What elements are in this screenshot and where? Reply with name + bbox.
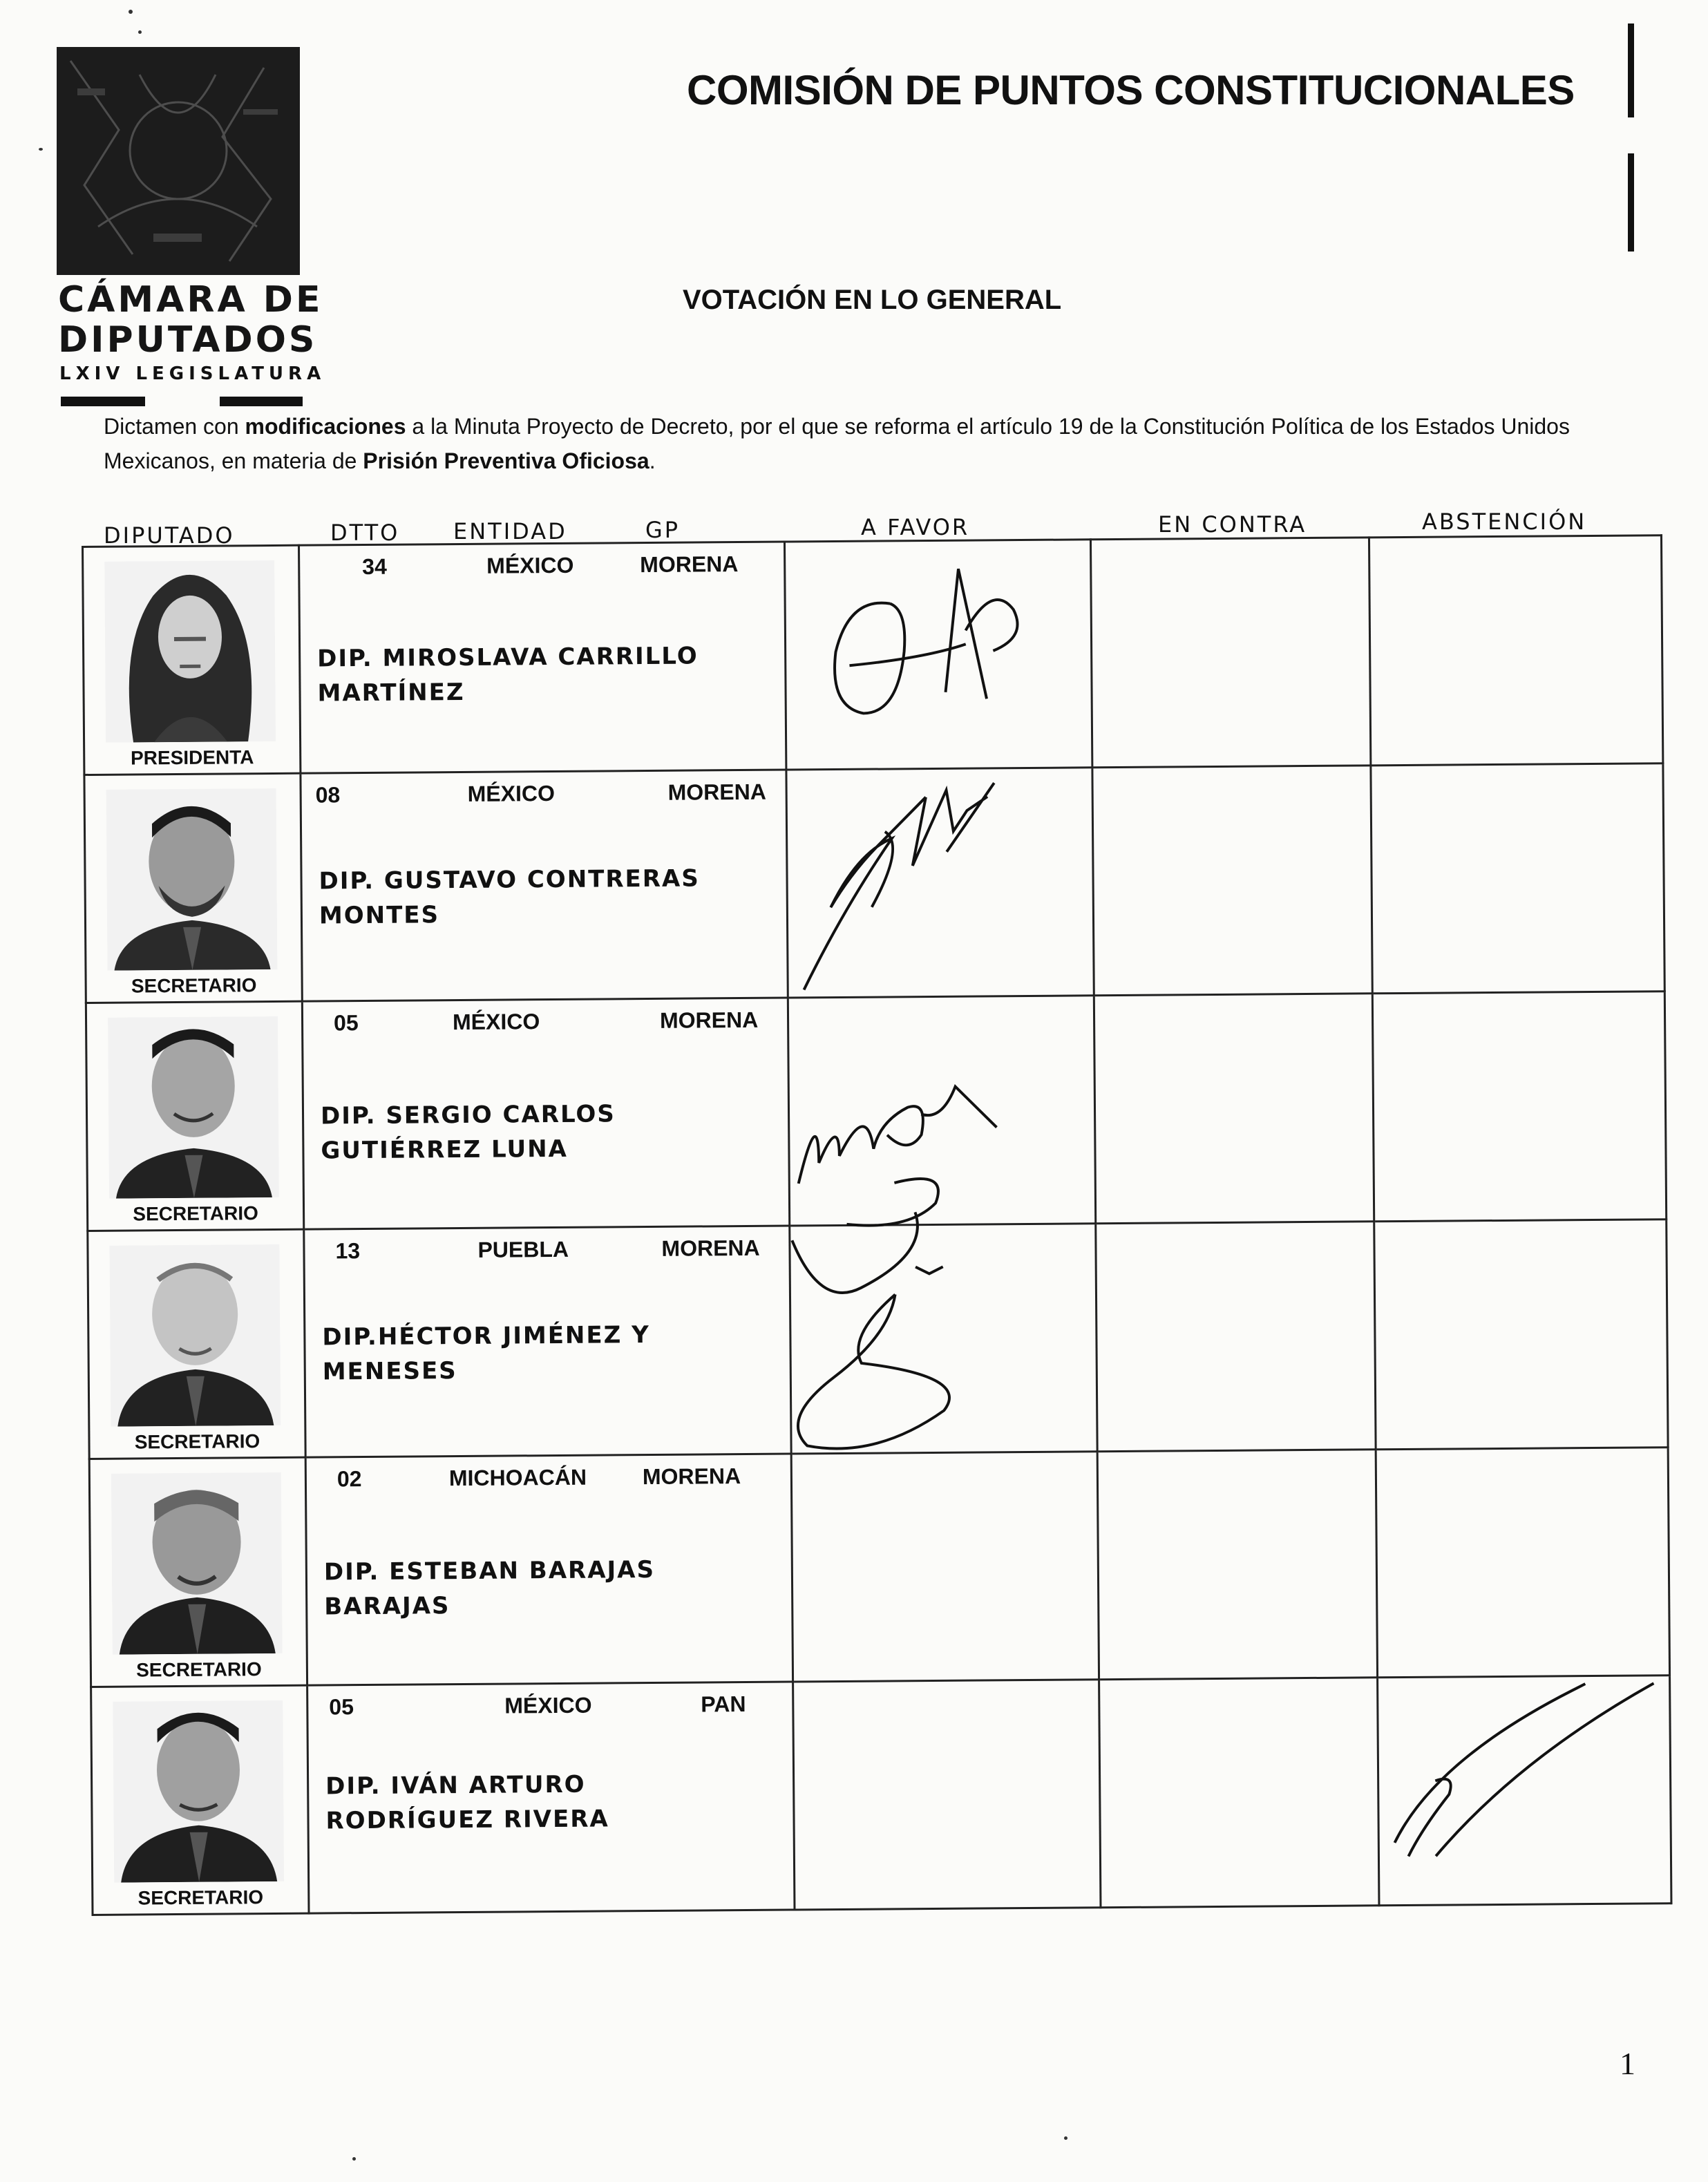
a-favor-cell — [790, 1224, 1097, 1454]
header-a-favor: A FAVOR — [861, 514, 970, 540]
abstencion-cell — [1371, 763, 1664, 994]
photo-cell — [84, 773, 302, 1003]
deputy-name: DIP.HÉCTOR JIMÉNEZ Y MENESES — [322, 1321, 650, 1386]
deputy-name: DIP. SERGIO CARLOS GUTIÉRREZ LUNA — [320, 1100, 616, 1165]
page-number: 1 — [1620, 2046, 1635, 2081]
en-contra-cell — [1090, 538, 1370, 768]
a-favor-cell — [786, 768, 1094, 998]
table-row — [91, 1676, 1671, 1915]
dtto-value: 05 — [329, 1694, 354, 1720]
role-label: PRESIDENTA — [130, 746, 254, 769]
logo-line-diputados: DIPUTADOS — [58, 319, 318, 361]
votes-table — [82, 534, 1672, 1916]
signature-mark — [789, 996, 1094, 1224]
scan-speck — [352, 2157, 356, 2161]
role-label: SECRETARIO — [137, 1886, 264, 1909]
table-row — [89, 1448, 1669, 1687]
en-contra-cell — [1092, 766, 1372, 996]
logo-bar-left — [61, 397, 145, 406]
info-cell — [299, 542, 786, 773]
header-abstencion: ABSTENCIÓN — [1422, 509, 1587, 535]
table-row — [83, 535, 1663, 775]
deputy-photo — [109, 1244, 281, 1427]
deputy-name: DIP. MIROSLAVA CARRILLO MARTÍNEZ — [317, 642, 699, 708]
role-label: SECRETARIO — [133, 1202, 258, 1225]
entidad-value: PUEBLA — [477, 1236, 569, 1262]
abstencion-cell — [1376, 1448, 1669, 1678]
table-row — [88, 1220, 1668, 1459]
a-favor-cell — [784, 540, 1092, 770]
logo-bar-right — [220, 397, 303, 406]
margin-bar-top — [1628, 23, 1634, 117]
photo-cell — [83, 545, 301, 775]
deputy-name: DIP. GUSTAVO CONTRERAS MONTES — [319, 864, 700, 930]
en-contra-cell — [1097, 1450, 1377, 1680]
dictamen-description: Dictamen con modificaciones a la Minuta Proyecto de Decreto, por el que se reforma el artículo 19 de la Constitución Política de los Estados Unidos Mexicanos, en materia de Prisión Preventiva Oficiosa. — [104, 414, 1570, 473]
logo-line-legislatura: LXIV LEGISLATURA — [59, 363, 326, 384]
entidad-value: MÉXICO — [452, 1009, 540, 1035]
abstencion-cell — [1372, 992, 1666, 1222]
info-cell — [305, 1454, 793, 1685]
page-subtitle: VOTACIÓN EN LO GENERAL — [683, 285, 1062, 315]
info-cell — [301, 770, 788, 1001]
gp-value: MORENA — [642, 1463, 741, 1490]
info-cell — [307, 1682, 795, 1913]
entidad-value: MÉXICO — [467, 780, 556, 806]
scan-speck — [39, 148, 43, 151]
scan-speck — [1064, 2136, 1068, 2140]
role-label: SECRETARIO — [134, 1430, 260, 1453]
gp-value: PAN — [701, 1691, 746, 1717]
info-cell — [302, 998, 789, 1229]
gp-value: MORENA — [661, 1235, 760, 1261]
deputy-photo — [113, 1700, 284, 1883]
a-favor-cell — [793, 1680, 1101, 1910]
a-favor-cell — [791, 1452, 1099, 1682]
entidad-value: MÉXICO — [486, 552, 574, 578]
gp-value: MORENA — [667, 779, 766, 805]
table-row — [84, 763, 1664, 1003]
en-contra-cell — [1099, 1678, 1379, 1908]
abstencion-cell — [1378, 1676, 1671, 1906]
gp-value: MORENA — [659, 1007, 759, 1033]
signature-mark — [1378, 1676, 1670, 1904]
header-entidad: ENTIDAD — [453, 518, 567, 544]
abstencion-cell — [1369, 535, 1662, 766]
deputy-photo — [108, 1016, 279, 1199]
signature-mark — [786, 540, 1091, 768]
info-cell — [304, 1226, 791, 1457]
camara-logo-image — [57, 47, 300, 275]
deputy-name: DIP. ESTEBAN BARAJAS BARAJAS — [323, 1555, 656, 1621]
role-label: SECRETARIO — [136, 1658, 262, 1681]
entidad-value: MÉXICO — [504, 1692, 592, 1718]
header-en-contra: EN CONTRA — [1158, 511, 1307, 538]
deputy-photo — [111, 1472, 283, 1655]
deputy-photo — [106, 788, 278, 971]
logo-line-camara: CÁMARA DE — [58, 279, 323, 321]
a-favor-cell — [788, 996, 1095, 1226]
abstencion-cell — [1374, 1220, 1668, 1450]
role-label: SECRETARIO — [131, 974, 257, 997]
gp-value: MORENA — [640, 551, 739, 578]
signature-mark — [787, 768, 1092, 996]
signature-mark — [790, 1224, 1096, 1452]
entidad-value: MICHOACÁN — [448, 1464, 587, 1491]
en-contra-cell — [1094, 994, 1374, 1224]
dtto-value: 13 — [335, 1238, 361, 1264]
dtto-value: 02 — [336, 1466, 362, 1492]
margin-bar-middle — [1628, 153, 1634, 252]
deputy-photo — [104, 560, 276, 743]
photo-cell — [91, 1685, 309, 1915]
page-title: COMISIÓN DE PUNTOS CONSTITUCIONALES — [687, 67, 1575, 113]
header-dtto: DTTO — [330, 520, 400, 546]
header-diputado: DIPUTADO — [104, 522, 235, 549]
photo-cell — [88, 1229, 305, 1459]
dtto-value: 05 — [333, 1010, 359, 1036]
dtto-value: 34 — [362, 553, 387, 580]
scan-speck — [138, 30, 142, 34]
en-contra-cell — [1096, 1222, 1376, 1452]
photo-cell — [86, 1001, 303, 1231]
header-gp: GP — [645, 517, 681, 543]
photo-cell — [89, 1457, 307, 1687]
deputy-name: DIP. IVÁN ARTURO RODRÍGUEZ RIVERA — [325, 1770, 609, 1835]
dtto-value: 08 — [315, 782, 341, 808]
scan-speck — [129, 10, 133, 14]
table-row — [86, 992, 1666, 1231]
